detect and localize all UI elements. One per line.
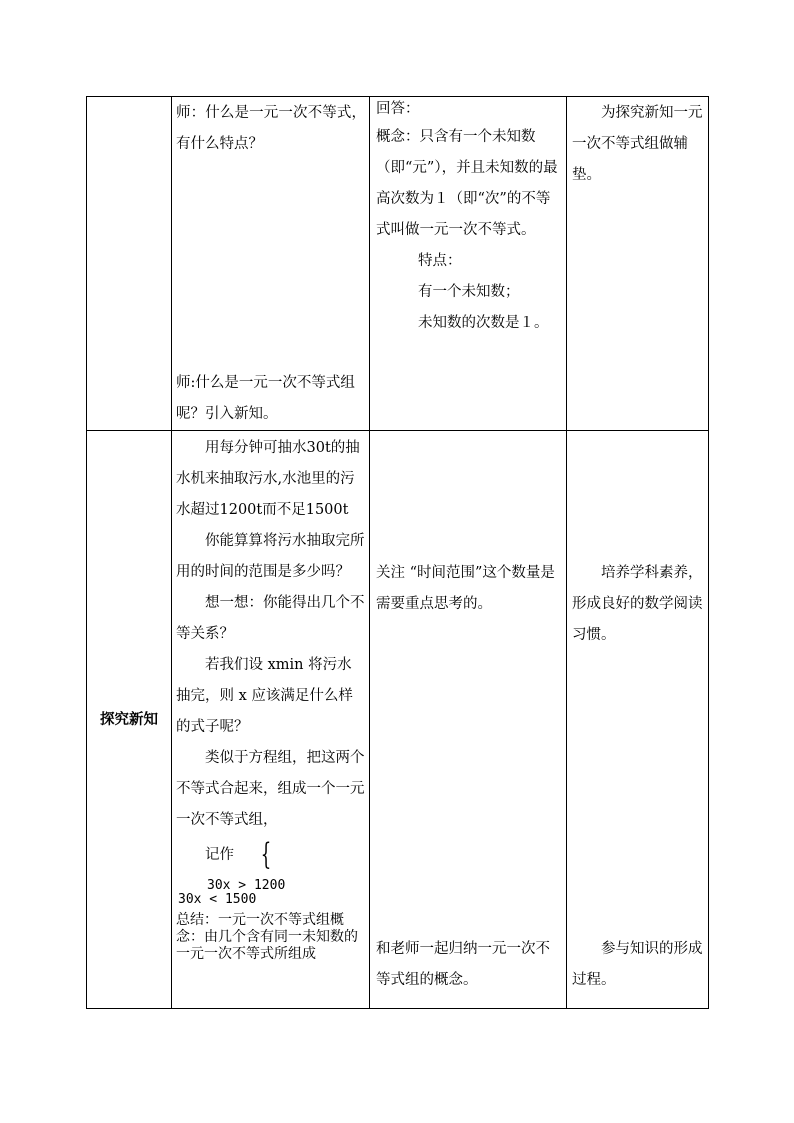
answer-label: 回答：: [376, 101, 420, 117]
student-summary: 和老师一起归纳一元一次不等式组的概念。: [376, 941, 550, 988]
student-focus: 关注 “时间范围”这个数量是需要重点思考的。: [376, 565, 555, 612]
intent-text-1: 为探究新知一元一次不等式组做辅垫。: [572, 105, 703, 183]
table-col-divider-3: [566, 96, 567, 1009]
row2-student-cell-1: [376, 558, 562, 620]
inequality-system: [178, 879, 285, 907]
summary-text: 总结：一元一次不等式组概念：由几个含有同一未知数的一元一次不等式所组成: [176, 912, 358, 962]
teacher-question-range: 你能算算将污水抽取完所用的时间的范围是多少吗？: [176, 533, 365, 580]
row1-teacher-cell: [176, 98, 366, 160]
row1-student-cell: [376, 96, 562, 339]
table-border-bottom: [86, 1008, 709, 1009]
feature-1: 有一个未知数；: [418, 284, 520, 300]
table-border-right: [708, 96, 709, 1009]
section-label-explore: 探究新知: [100, 711, 158, 728]
row2-intent-cell-1: [572, 558, 703, 651]
teacher-variable: 若我们设 xmin 将污水抽完，则 x 应该满足什么样的式子呢？: [176, 657, 353, 735]
teacher-think: 想一想：你能得出几个不等关系？: [176, 595, 365, 642]
formula-prefix: 记作: [205, 847, 234, 863]
feature-2: 未知数的次数是１。: [418, 315, 549, 331]
table-row-divider: [86, 430, 709, 431]
teacher-problem: 用每分钟可抽水30t的抽水机来抽取污水,水池里的污水超过1200t而不足1500t: [176, 440, 360, 518]
concept-text: 概念：只含有一个未知数（即“元”），并且未知数的最高次数为１（即“次”的不等式叫做一元一次不等式。: [376, 129, 558, 238]
row1-intent-cell: [572, 98, 703, 191]
teacher-analogy: 类似于方程组，把这两个不等式合起来，组成一个一元一次不等式组，: [176, 750, 365, 828]
lesson-plan-table: [86, 96, 709, 1009]
inequality-1: 30x > 1200: [207, 878, 286, 893]
row2-student-cell-2: [376, 934, 562, 996]
intent-text-2: 培养学科素养，形成良好的数学阅读习惯。: [572, 565, 703, 643]
row1-teacher-cell-bottom: [176, 368, 366, 430]
teacher-question-1: 师：什么是一元一次不等式，有什么特点？: [176, 105, 366, 152]
table-border-left: [86, 96, 87, 1009]
table-col-divider-1: [171, 96, 172, 1009]
brace-symbol: {: [260, 837, 272, 872]
row2-intent-cell-2: [572, 934, 703, 996]
features-label: 特点：: [418, 253, 462, 269]
formula-line: [176, 836, 366, 912]
teacher-question-2: 师:什么是一元一次不等式组呢？引入新知。: [176, 375, 355, 422]
table-col-divider-2: [369, 96, 370, 1009]
inequality-2: 30x < 1500: [178, 892, 257, 907]
intent-text-3: 参与知识的形成过程。: [572, 941, 703, 988]
row2-teacher-cell: [176, 433, 366, 963]
